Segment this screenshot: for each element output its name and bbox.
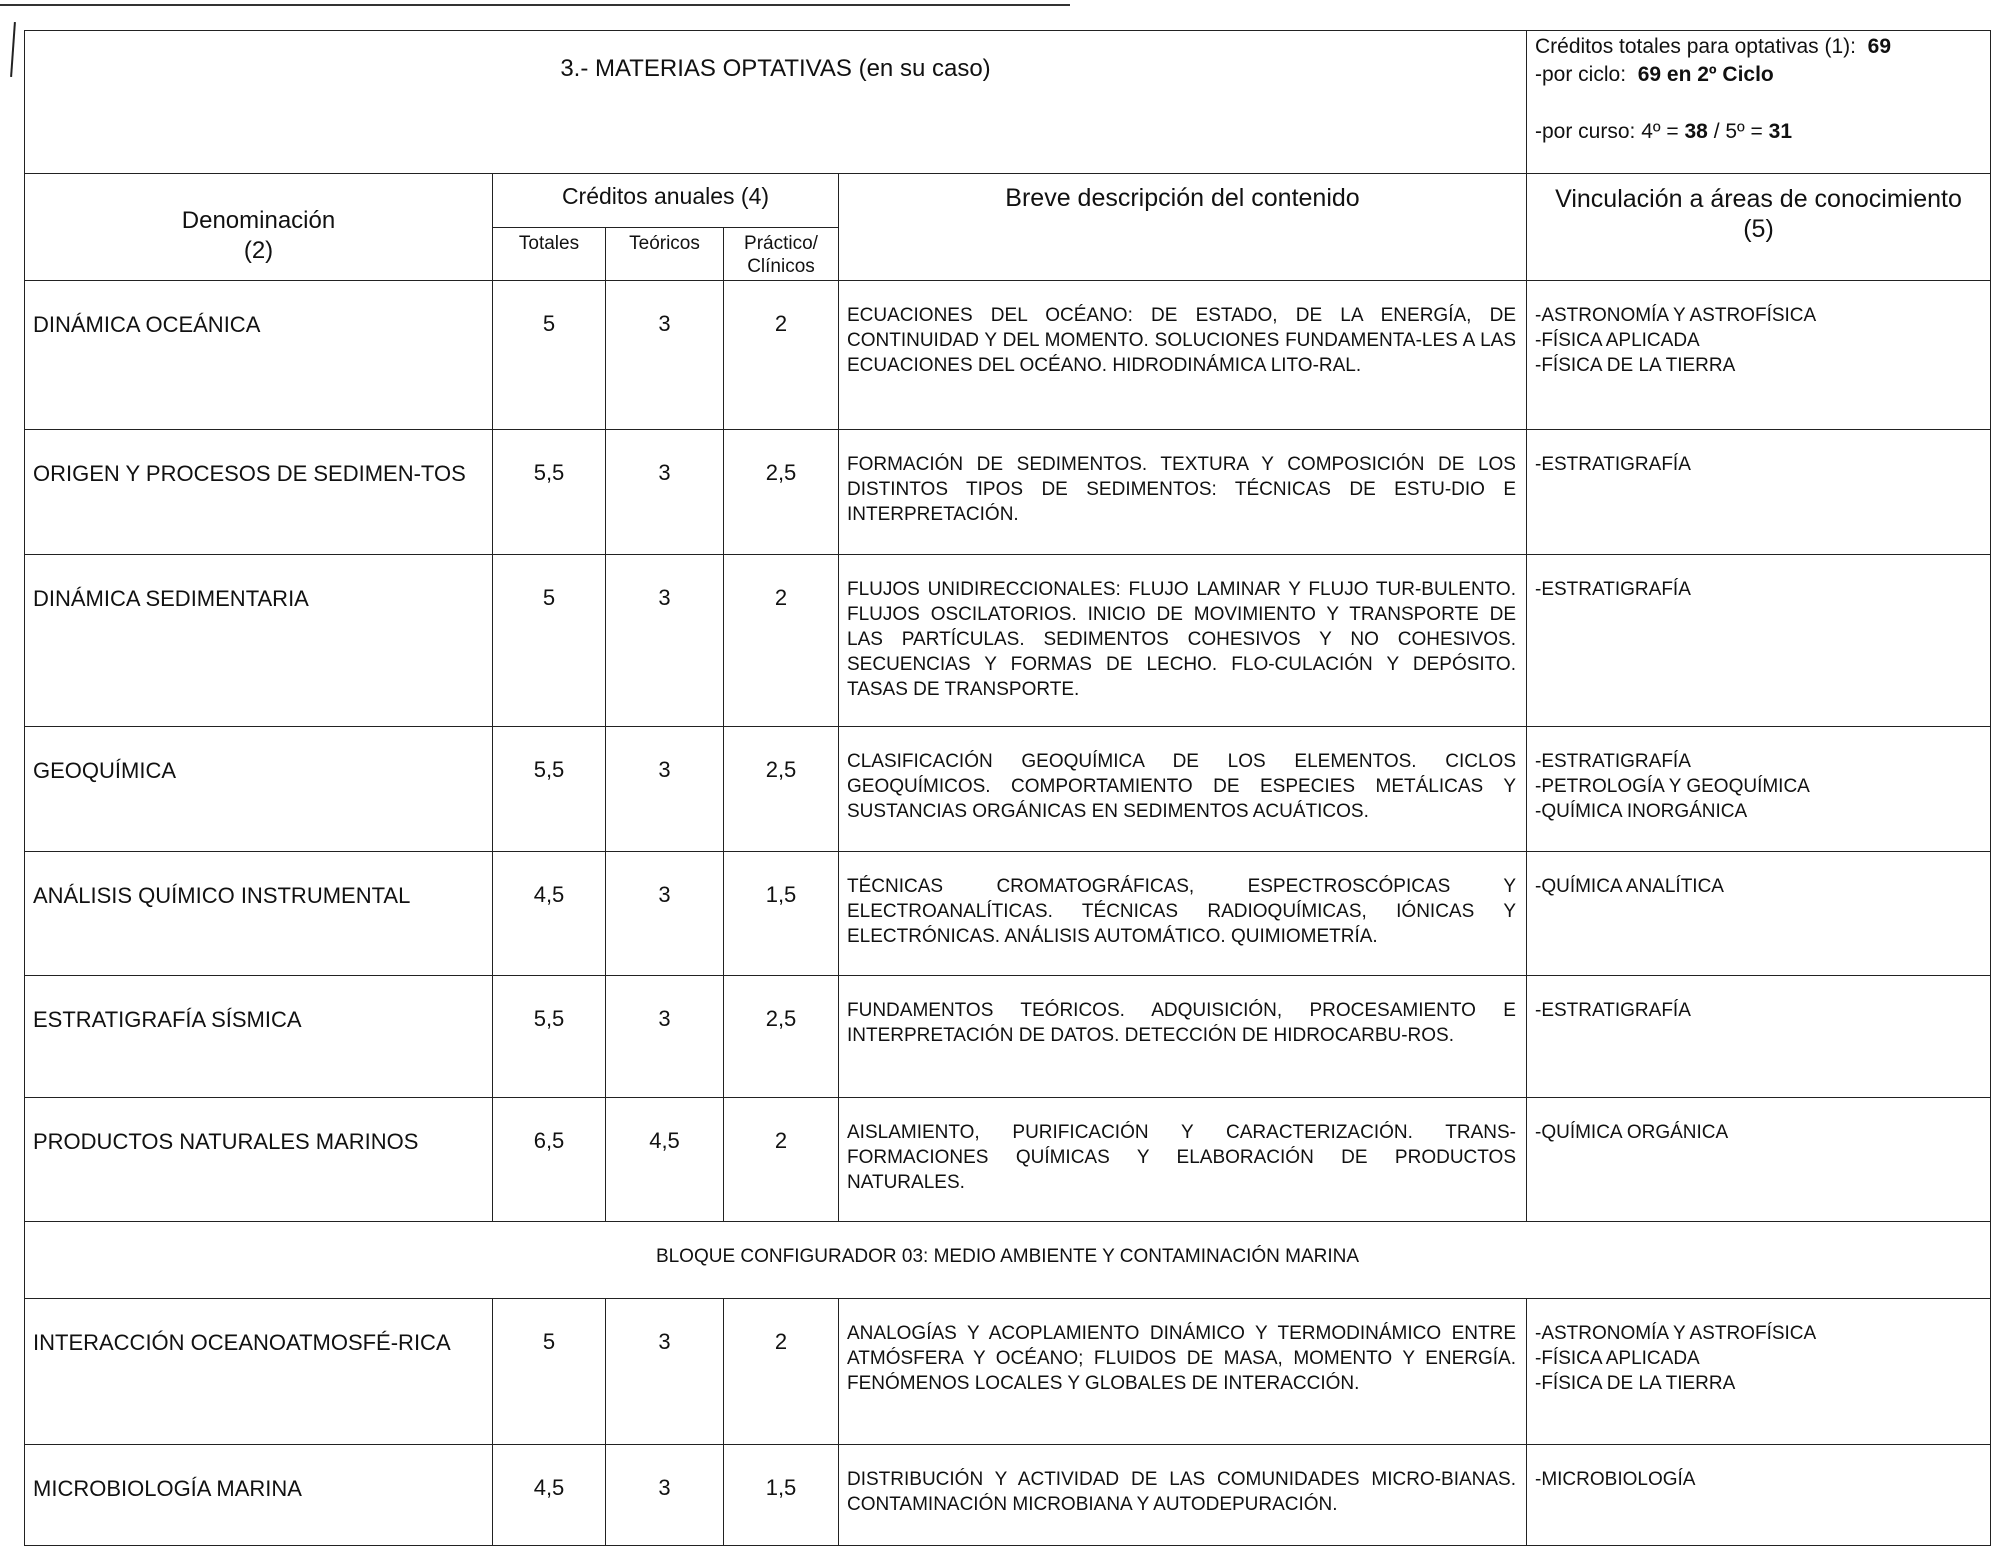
course-row bbox=[25, 852, 1991, 976]
knowledge-areas bbox=[1527, 1098, 1991, 1222]
knowledge-area-item: -QUÍMICA ORGÁNICA bbox=[1535, 1122, 1729, 1143]
header-row-1 bbox=[25, 174, 1991, 228]
knowledge-area-item: -FÍSICA APLICADA bbox=[1535, 330, 1700, 351]
top-rule bbox=[0, 4, 1070, 6]
totals-line-1: Créditos totales para optativas (1): 69 bbox=[1535, 35, 1892, 58]
credits-theory: 3 bbox=[606, 1445, 724, 1546]
course-description: AISLAMIENTO, PURIFICACIÓN Y CARACTERIZACIÓN. TRANS-FORMACIONES QUÍMICAS Y ELABORACIÓN DE PRODUCTOS NATURALES. bbox=[839, 1098, 1527, 1222]
credits-practice: 2 bbox=[724, 555, 839, 727]
col-totales: Totales bbox=[493, 228, 606, 281]
knowledge-area-item: -ESTRATIGRAFÍA bbox=[1535, 579, 1691, 600]
course-row bbox=[25, 555, 1991, 727]
course-description: DISTRIBUCIÓN Y ACTIVIDAD DE LAS COMUNIDADES MICRO-BIANAS. CONTAMINACIÓN MICROBIANA Y AUTODEPURACIÓN. bbox=[839, 1445, 1527, 1546]
credit-totals bbox=[1527, 31, 1991, 174]
course-name: ANÁLISIS QUÍMICO INSTRUMENTAL bbox=[25, 852, 493, 976]
block-title: BLOQUE CONFIGURADOR 03: MEDIO AMBIENTE Y CONTAMINACIÓN MARINA bbox=[25, 1222, 1991, 1299]
course-description: FUNDAMENTOS TEÓRICOS. ADQUISICIÓN, PROCESAMIENTO E INTERPRETACIÓN DE DATOS. DETECCIÓN DE HIDROCARBU-ROS. bbox=[839, 976, 1527, 1098]
knowledge-area-item: -ESTRATIGRAFÍA bbox=[1535, 454, 1691, 475]
credits-theory: 3 bbox=[606, 1299, 724, 1445]
course-row bbox=[25, 1445, 1991, 1546]
course-description: TÉCNICAS CROMATOGRÁFICAS, ESPECTROSCÓPICAS Y ELECTROANALÍTICAS. TÉCNICAS RADIOQUÍMICAS, IÓNICAS Y ELECTRÓNICAS. ANÁLISIS AUTOMÁTICO. QUIMIOMETRÍA. bbox=[839, 852, 1527, 976]
course-name: DINÁMICA SEDIMENTARIA bbox=[25, 555, 493, 727]
credits-theory: 3 bbox=[606, 852, 724, 976]
course-name: GEOQUÍMICA bbox=[25, 727, 493, 852]
knowledge-areas bbox=[1527, 1445, 1991, 1546]
knowledge-areas bbox=[1527, 727, 1991, 852]
credits-practice: 1,5 bbox=[724, 1445, 839, 1546]
course-description: ECUACIONES DEL OCÉANO: DE ESTADO, DE LA ENERGÍA, DE CONTINUIDAD Y DEL MOMENTO. SOLUCIONES FUNDAMENTA-LES A LAS ECUACIONES DEL OCÉANO. HIDRODINÁMICA LITO-RAL. bbox=[839, 281, 1527, 430]
knowledge-areas bbox=[1527, 852, 1991, 976]
course-name: ORIGEN Y PROCESOS DE SEDIMEN-TOS bbox=[25, 430, 493, 555]
course-row bbox=[25, 281, 1991, 430]
credits-theory: 3 bbox=[606, 555, 724, 727]
knowledge-area-item: -PETROLOGÍA Y GEOQUÍMICA bbox=[1535, 776, 1810, 797]
course-description: FLUJOS UNIDIRECCIONALES: FLUJO LAMINAR Y FLUJO TUR-BULENTO. FLUJOS OSCILATORIOS. INICIO DE MOVIMIENTO Y TRANSPORTE DE LAS PARTÍCULAS. SEDIMENTOS COHESIVOS Y NO COHESIVOS. SECUENCIAS Y FORMAS DE LECHO. FLO-CULACIÓN Y DEPÓSITO. TASAS DE TRANSPORTE. bbox=[839, 555, 1527, 727]
credits-total: 5 bbox=[493, 281, 606, 430]
col-vinculacion: Vinculación a áreas de conocimiento (5) bbox=[1527, 174, 1991, 281]
knowledge-area-item: -ESTRATIGRAFÍA bbox=[1535, 751, 1691, 772]
knowledge-area-item: -FÍSICA APLICADA bbox=[1535, 1348, 1700, 1369]
margin-mark bbox=[10, 22, 16, 77]
col-creditos: Créditos anuales (4) bbox=[493, 174, 839, 228]
credits-total: 5 bbox=[493, 1299, 606, 1445]
course-description: CLASIFICACIÓN GEOQUÍMICA DE LOS ELEMENTOS. CICLOS GEOQUÍMICOS. COMPORTAMIENTO DE ESPECIES METÁLICAS Y SUSTANCIAS ORGÁNICAS EN SEDIMENTOS ACUÁTICOS. bbox=[839, 727, 1527, 852]
course-row bbox=[25, 1098, 1991, 1222]
credits-theory: 3 bbox=[606, 281, 724, 430]
section-title: 3.- MATERIAS OPTATIVAS (en su caso) bbox=[25, 31, 1527, 174]
credits-practice: 2,5 bbox=[724, 727, 839, 852]
optativas-table bbox=[24, 30, 1991, 1546]
col-teoricos: Teóricos bbox=[606, 228, 724, 281]
col-practicos: Práctico/ Clínicos bbox=[724, 228, 839, 281]
knowledge-areas bbox=[1527, 1299, 1991, 1445]
credits-theory: 4,5 bbox=[606, 1098, 724, 1222]
course-description: FORMACIÓN DE SEDIMENTOS. TEXTURA Y COMPOSICIÓN DE LOS DISTINTOS TIPOS DE SEDIMENTOS: TÉCNICAS DE ESTU-DIO E INTERPRETACIÓN. bbox=[839, 430, 1527, 555]
col-descripcion: Breve descripción del contenido bbox=[839, 174, 1527, 281]
credits-practice: 2 bbox=[724, 1299, 839, 1445]
course-name: PRODUCTOS NATURALES MARINOS bbox=[25, 1098, 493, 1222]
credits-practice: 1,5 bbox=[724, 852, 839, 976]
credits-practice: 2,5 bbox=[724, 430, 839, 555]
knowledge-areas bbox=[1527, 976, 1991, 1098]
credits-total: 5,5 bbox=[493, 430, 606, 555]
course-name: ESTRATIGRAFÍA SÍSMICA bbox=[25, 976, 493, 1098]
block-row bbox=[25, 1222, 1991, 1299]
credits-total: 4,5 bbox=[493, 852, 606, 976]
knowledge-area-item: -ESTRATIGRAFÍA bbox=[1535, 1000, 1691, 1021]
title-row bbox=[25, 31, 1991, 174]
knowledge-area-item: -ASTRONOMÍA Y ASTROFÍSICA bbox=[1535, 305, 1817, 326]
course-name: DINÁMICA OCEÁNICA bbox=[25, 281, 493, 430]
credits-practice: 2,5 bbox=[724, 976, 839, 1098]
knowledge-area-item: -QUÍMICA ANALÍTICA bbox=[1535, 876, 1724, 897]
credits-theory: 3 bbox=[606, 976, 724, 1098]
knowledge-areas bbox=[1527, 430, 1991, 555]
credits-theory: 3 bbox=[606, 430, 724, 555]
course-row bbox=[25, 976, 1991, 1098]
knowledge-area-item: -FÍSICA DE LA TIERRA bbox=[1535, 355, 1736, 376]
credits-total: 5,5 bbox=[493, 727, 606, 852]
knowledge-area-item: -ASTRONOMÍA Y ASTROFÍSICA bbox=[1535, 1323, 1817, 1344]
totals-line-2: -por ciclo: 69 en 2º Ciclo bbox=[1535, 63, 1774, 86]
credits-total: 6,5 bbox=[493, 1098, 606, 1222]
course-description: ANALOGÍAS Y ACOPLAMIENTO DINÁMICO Y TERMODINÁMICO ENTRE ATMÓSFERA Y OCÉANO; FLUIDOS DE MASA, MOMENTO Y ENERGÍA. FENÓMENOS LOCALES Y GLOBALES DE INTERACCIÓN. bbox=[839, 1299, 1527, 1445]
credits-practice: 2 bbox=[724, 281, 839, 430]
credits-total: 5,5 bbox=[493, 976, 606, 1098]
knowledge-area-item: -QUÍMICA INORGÁNICA bbox=[1535, 801, 1748, 822]
course-name: MICROBIOLOGÍA MARINA bbox=[25, 1445, 493, 1546]
credits-theory: 3 bbox=[606, 727, 724, 852]
knowledge-areas bbox=[1527, 281, 1991, 430]
knowledge-areas bbox=[1527, 555, 1991, 727]
course-row bbox=[25, 430, 1991, 555]
course-name: INTERACCIÓN OCEANOATMOSFÉ-RICA bbox=[25, 1299, 493, 1445]
knowledge-area-item: -MICROBIOLOGÍA bbox=[1535, 1469, 1696, 1490]
course-row bbox=[25, 1299, 1991, 1445]
knowledge-area-item: -FÍSICA DE LA TIERRA bbox=[1535, 1373, 1736, 1394]
totals-line-3: -por curso: 4º = 38 / 5º = 31 bbox=[1535, 120, 1793, 143]
col-denominacion: Denominación (2) bbox=[25, 174, 493, 281]
credits-practice: 2 bbox=[724, 1098, 839, 1222]
credits-total: 5 bbox=[493, 555, 606, 727]
course-row bbox=[25, 727, 1991, 852]
credits-total: 4,5 bbox=[493, 1445, 606, 1546]
